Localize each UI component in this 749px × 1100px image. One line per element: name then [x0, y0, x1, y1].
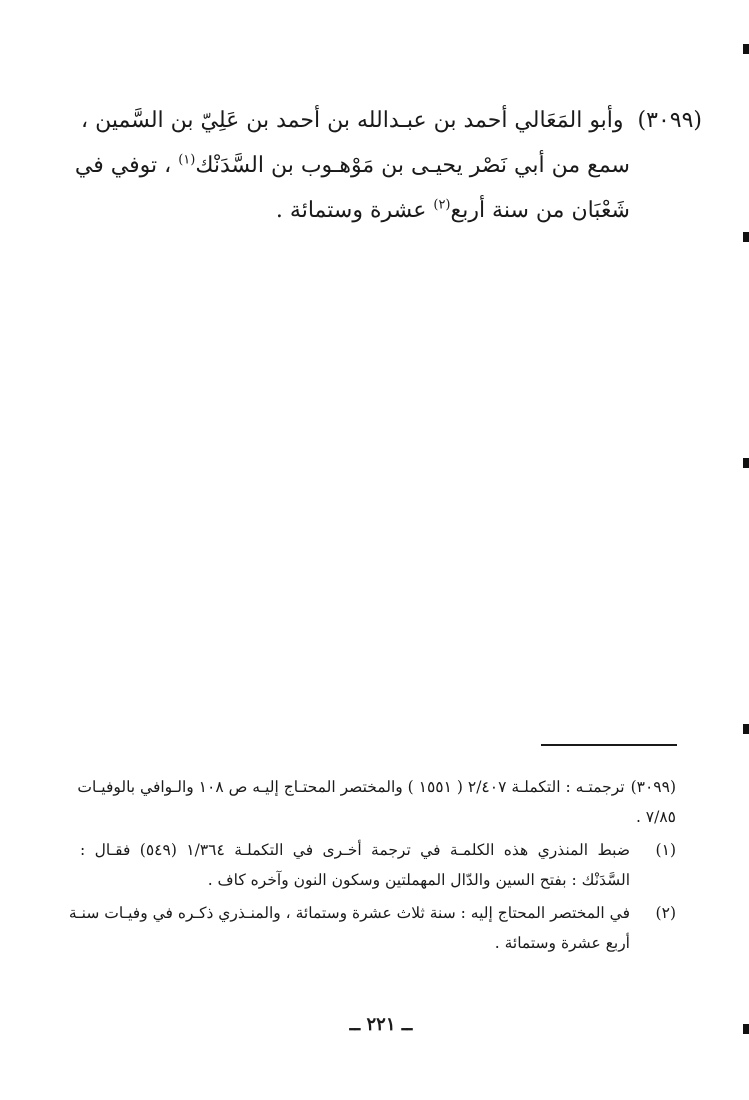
footnote-2-text-1: في المختصر المحتاج إليه : سنة ثلاث عشرة وستمائة ، والمنـذري ذكـره في وفيـات سنـة [68, 904, 630, 922]
footnote-1-line-2 [80, 865, 676, 895]
footnote-2-text-2: أربع عشرة وستمائة . [494, 934, 630, 952]
entry-text-3a: شَعْبَان من سنة أربع [450, 198, 630, 223]
footnote-separator [541, 744, 677, 746]
entry-text-1: وأبو المَعَالي أحمد بن عبـدالله بن أحمد بن عَلِيّ بن السَّمين ، [81, 108, 624, 133]
footnote-ref-1: (١) [178, 152, 196, 168]
edge-mark-3 [743, 458, 749, 468]
entry-line-1 [81, 98, 702, 143]
footnote-2-line-2 [80, 928, 676, 958]
footnote-1-line-1 [80, 835, 676, 865]
footnote-main-text-1: ترجمتـه : التكملـة ٢/٤٠٧ ( ١٥٥١ ) والمختصر المحتـاج إليـه ص ١٠٨ والـوافي بالوفيـات [77, 778, 625, 796]
footnote-main-number: (٣٠٩٩) [630, 778, 676, 796]
edge-mark-5 [743, 1024, 749, 1034]
entry-text-2b: ، توفي في [74, 153, 179, 178]
footnote-1-text-2: السَّدَنْك : بفتح السين والدّال المهملتين وسكون النون وآخره كاف . [207, 871, 630, 889]
entry-text-3b: عشرة وستمائة . [275, 198, 434, 223]
footnote-1 [80, 835, 676, 895]
footnote-2-number: (٢) [655, 904, 676, 922]
page-number: ــ ٢٢١ ــ [349, 1014, 413, 1035]
footnotes [68, 772, 676, 961]
biography-entry [74, 98, 702, 233]
edge-mark-2 [743, 232, 749, 242]
entry-line-2 [74, 143, 702, 188]
edge-mark-4 [743, 724, 749, 734]
footnote-main-text-2: ٧/٨٥ . [635, 808, 676, 826]
footnote-1-text-1: ضبط المنذري هذه الكلمـة في ترجمة أخـرى في التكملـة ١/٣٦٤ (٥٤٩) فقـال : [80, 841, 630, 859]
edge-mark-1 [743, 44, 749, 54]
footnote-1-number: (١) [655, 841, 676, 859]
entry-text-2a: سمع من أبي نَصْر يحيـى بن مَوْهـوب بن السَّدَنْك [195, 153, 630, 178]
entry-number: (٣٠٩٩) [637, 108, 702, 133]
footnote-2-line-1 [68, 898, 676, 928]
footnote-ref-2: (٢) [433, 197, 451, 213]
footnote-main-line-1 [77, 772, 676, 802]
entry-line-3 [100, 188, 702, 233]
footnote-main-line-2 [80, 802, 676, 832]
footnote-main [77, 772, 676, 832]
footnote-2 [68, 898, 676, 958]
